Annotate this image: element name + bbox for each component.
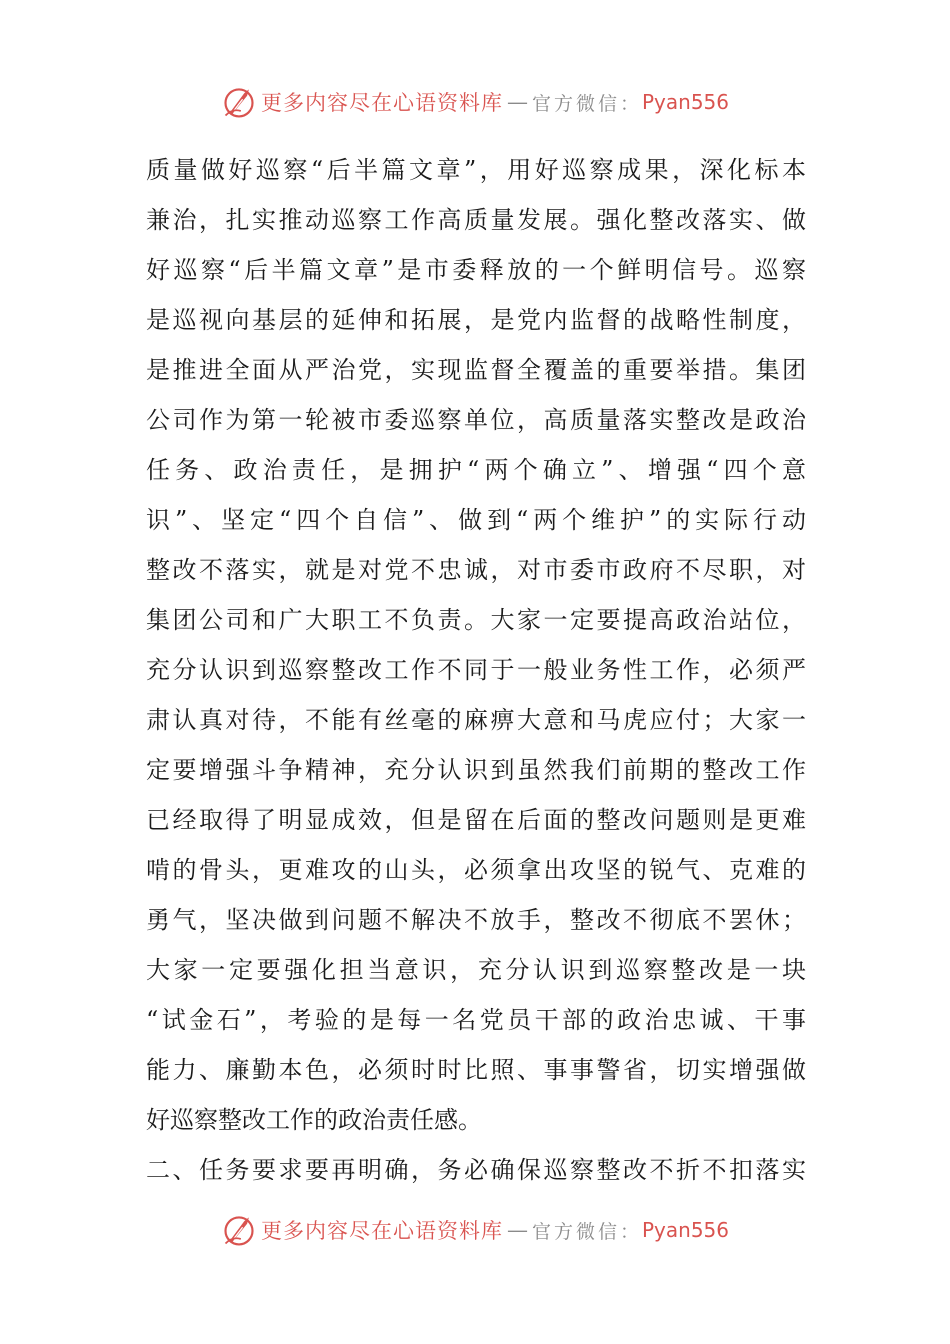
text-line: 是推进全面从严治党，实现监督全覆盖的重要举措。集团: [146, 356, 806, 384]
text-line: 整改不落实，就是对党不忠诚，对市委市政府不尽职，对: [146, 556, 806, 584]
text-line: 质量做好巡察“后半篇文章”，用好巡察成果，深化标本: [146, 156, 806, 184]
quill-pen-logo-icon: [221, 84, 257, 120]
banner-separator: —: [506, 90, 528, 114]
text-line: 识”、坚定“四个自信”、做到“两个维护”的实际行动: [146, 506, 806, 534]
wechat-label: 官方微信：: [531, 1220, 642, 1243]
text-line: 已经取得了明显成效，但是留在后面的整改问题则是更难: [146, 806, 806, 834]
text-line: 能力、廉勤本色，必须时时比照、事事警省，切实增强做: [146, 1056, 806, 1084]
text-line: 定要增强斗争精神，充分认识到虽然我们前期的整改工作: [146, 756, 806, 784]
text-line: 兼治，扎实推动巡察工作高质量发展。强化整改落实、做: [146, 206, 806, 234]
footer-banner: [0, 1208, 950, 1252]
paragraph-end-line: 好巡察整改工作的政治责任感。: [146, 1106, 482, 1134]
text-line: 公司作为第一轮被市委巡察单位，高质量落实整改是政治: [146, 406, 806, 434]
text-line: 勇气，坚决做到问题不解决不放手，整改不彻底不罢休；: [146, 906, 806, 934]
brand-name: 更多内容尽在心语资料库: [260, 91, 503, 115]
text-line: 啃的骨头，更难攻的山头，必须拿出攻坚的锐气、克难的: [146, 856, 806, 884]
text-line: 集团公司和广大职工不负责。大家一定要提高政治站位，: [146, 606, 806, 634]
banner-separator: —: [506, 1218, 528, 1242]
text-line: 任务、政治责任，是拥护“两个确立”、增强“四个意: [146, 456, 806, 484]
brand-name: 更多内容尽在心语资料库: [260, 1219, 503, 1243]
header-banner: [0, 80, 950, 124]
wechat-id: Pyan556: [642, 1218, 730, 1242]
wechat-id: Pyan556: [642, 90, 730, 114]
section-heading: 二、任务要求要再明确，务必确保巡察整改不折不扣落实: [146, 1156, 806, 1184]
text-line: 是巡视向基层的延伸和拓展，是党内监督的战略性制度，: [146, 306, 806, 334]
text-line: 大家一定要强化担当意识，充分认识到巡察整改是一块: [146, 956, 806, 984]
quill-pen-logo-icon: [221, 1212, 257, 1248]
text-line: 好巡察“后半篇文章”是市委释放的一个鲜明信号。巡察: [146, 256, 806, 284]
text-line: “试金石”，考验的是每一名党员干部的政治忠诚、干事: [146, 1006, 806, 1034]
text-line: 肃认真对待，不能有丝毫的麻痹大意和马虎应付；大家一: [146, 706, 806, 734]
document-body: [146, 145, 806, 1195]
text-line: 充分认识到巡察整改工作不同于一般业务性工作，必须严: [146, 656, 806, 684]
wechat-label: 官方微信：: [531, 92, 642, 115]
